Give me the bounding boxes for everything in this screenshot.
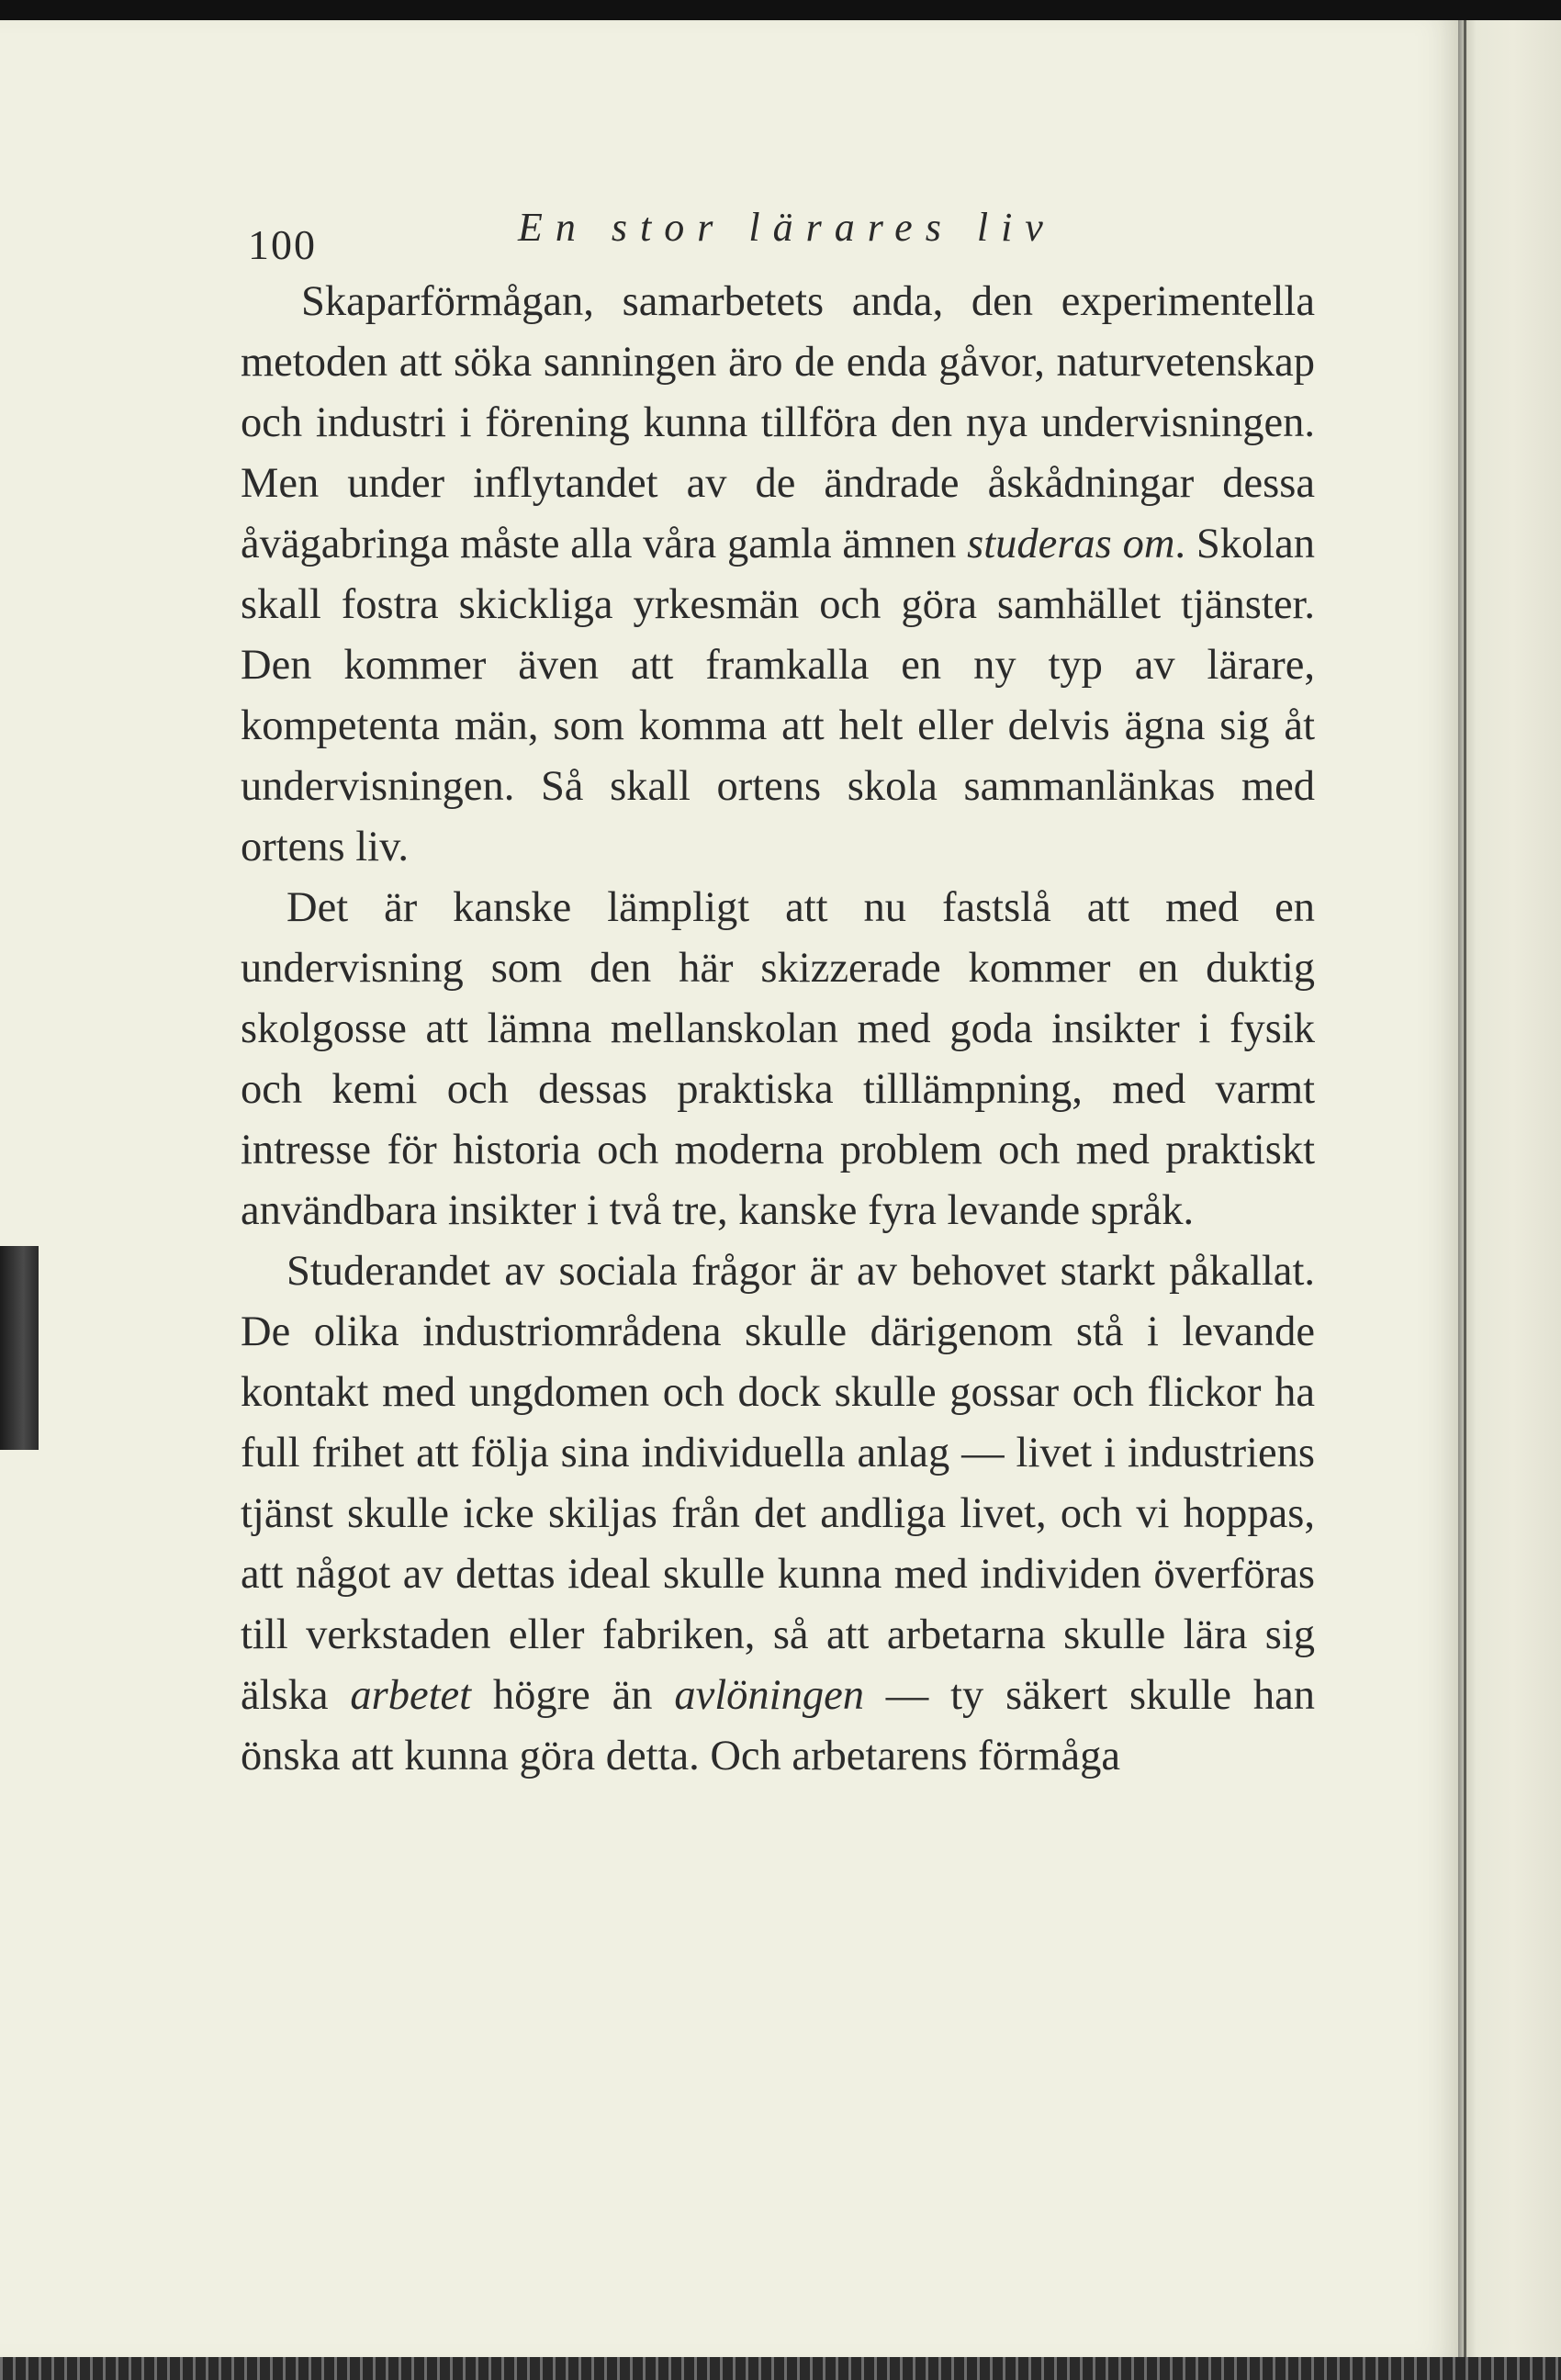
text-segment: högre än (471, 1672, 675, 1719)
scan-left-tab (0, 1246, 39, 1450)
paragraph-1 (241, 272, 1315, 878)
italic-segment: arbetet (350, 1672, 472, 1719)
text-segment: Det är kanske lämpligt att nu fastslå att med en undervisning som den här skizzerade kommer en duktig skolgosse att lämna mellanskolan med goda insikter i fysik och kemi och dessas praktiska tilllämpning, med varmt intresse för historia och moderna problem och med praktiskt användbara insikter i två tre, kanske fyra levande språk. (241, 884, 1315, 1234)
running-title: En stor lärares liv (518, 205, 1056, 250)
scan-bottom-ruler (0, 2357, 1561, 2380)
paragraph-2 (241, 878, 1315, 1241)
italic-segment: avlöningen (674, 1672, 864, 1719)
text-segment: Studerandet av sociala frågor är av behovet starkt påkallat. De olika industriområdena skulle därigenom stå i levande kontakt med ungdomen och dock skulle gossar och flickor ha full frihet att följa sina individuella anlag — livet i industriens tjänst skulle icke skiljas från det andliga livet, och vi hoppas, att något av dettas ideal skulle kunna med individen överföras till verkstaden eller fabriken, så att arbetarna skulle lära sig älska (241, 1248, 1315, 1719)
italic-segment: studeras om (967, 521, 1175, 567)
text-segment: . Skolan skall fostra skickliga yrkesmän och göra samhället tjänster. Den kommer även att framkalla en ny typ av lärare, kompetenta män, som komma att helt eller delvis ägna sig åt undervisningen. Så skall ortens skola sammanlänkas med ortens liv. (241, 521, 1315, 870)
adjacent-page-edge (1458, 20, 1561, 2357)
text-segment: — ty säkert skulle han önska att kunna göra detta. Och arbetarens förmåga (241, 1672, 1316, 1779)
text-segment: Skaparförmågan, samarbetets anda, den experimentella metoden att söka sanningen äro de enda gåvor, naturvetenskap och industri i förening kunna tillföra den nya undervisningen. Men under inflytandet av de ändrade åskådningar dessa åvägabringa måste alla våra gamla ämnen (241, 278, 1315, 567)
page-number: 100 (248, 221, 317, 268)
running-head (0, 204, 1458, 268)
book-page (0, 20, 1458, 2357)
paragraph-3 (241, 1241, 1315, 1787)
body-text (241, 272, 1315, 1787)
scan-top-border (0, 0, 1561, 20)
page-gutter-line (1464, 20, 1466, 2357)
